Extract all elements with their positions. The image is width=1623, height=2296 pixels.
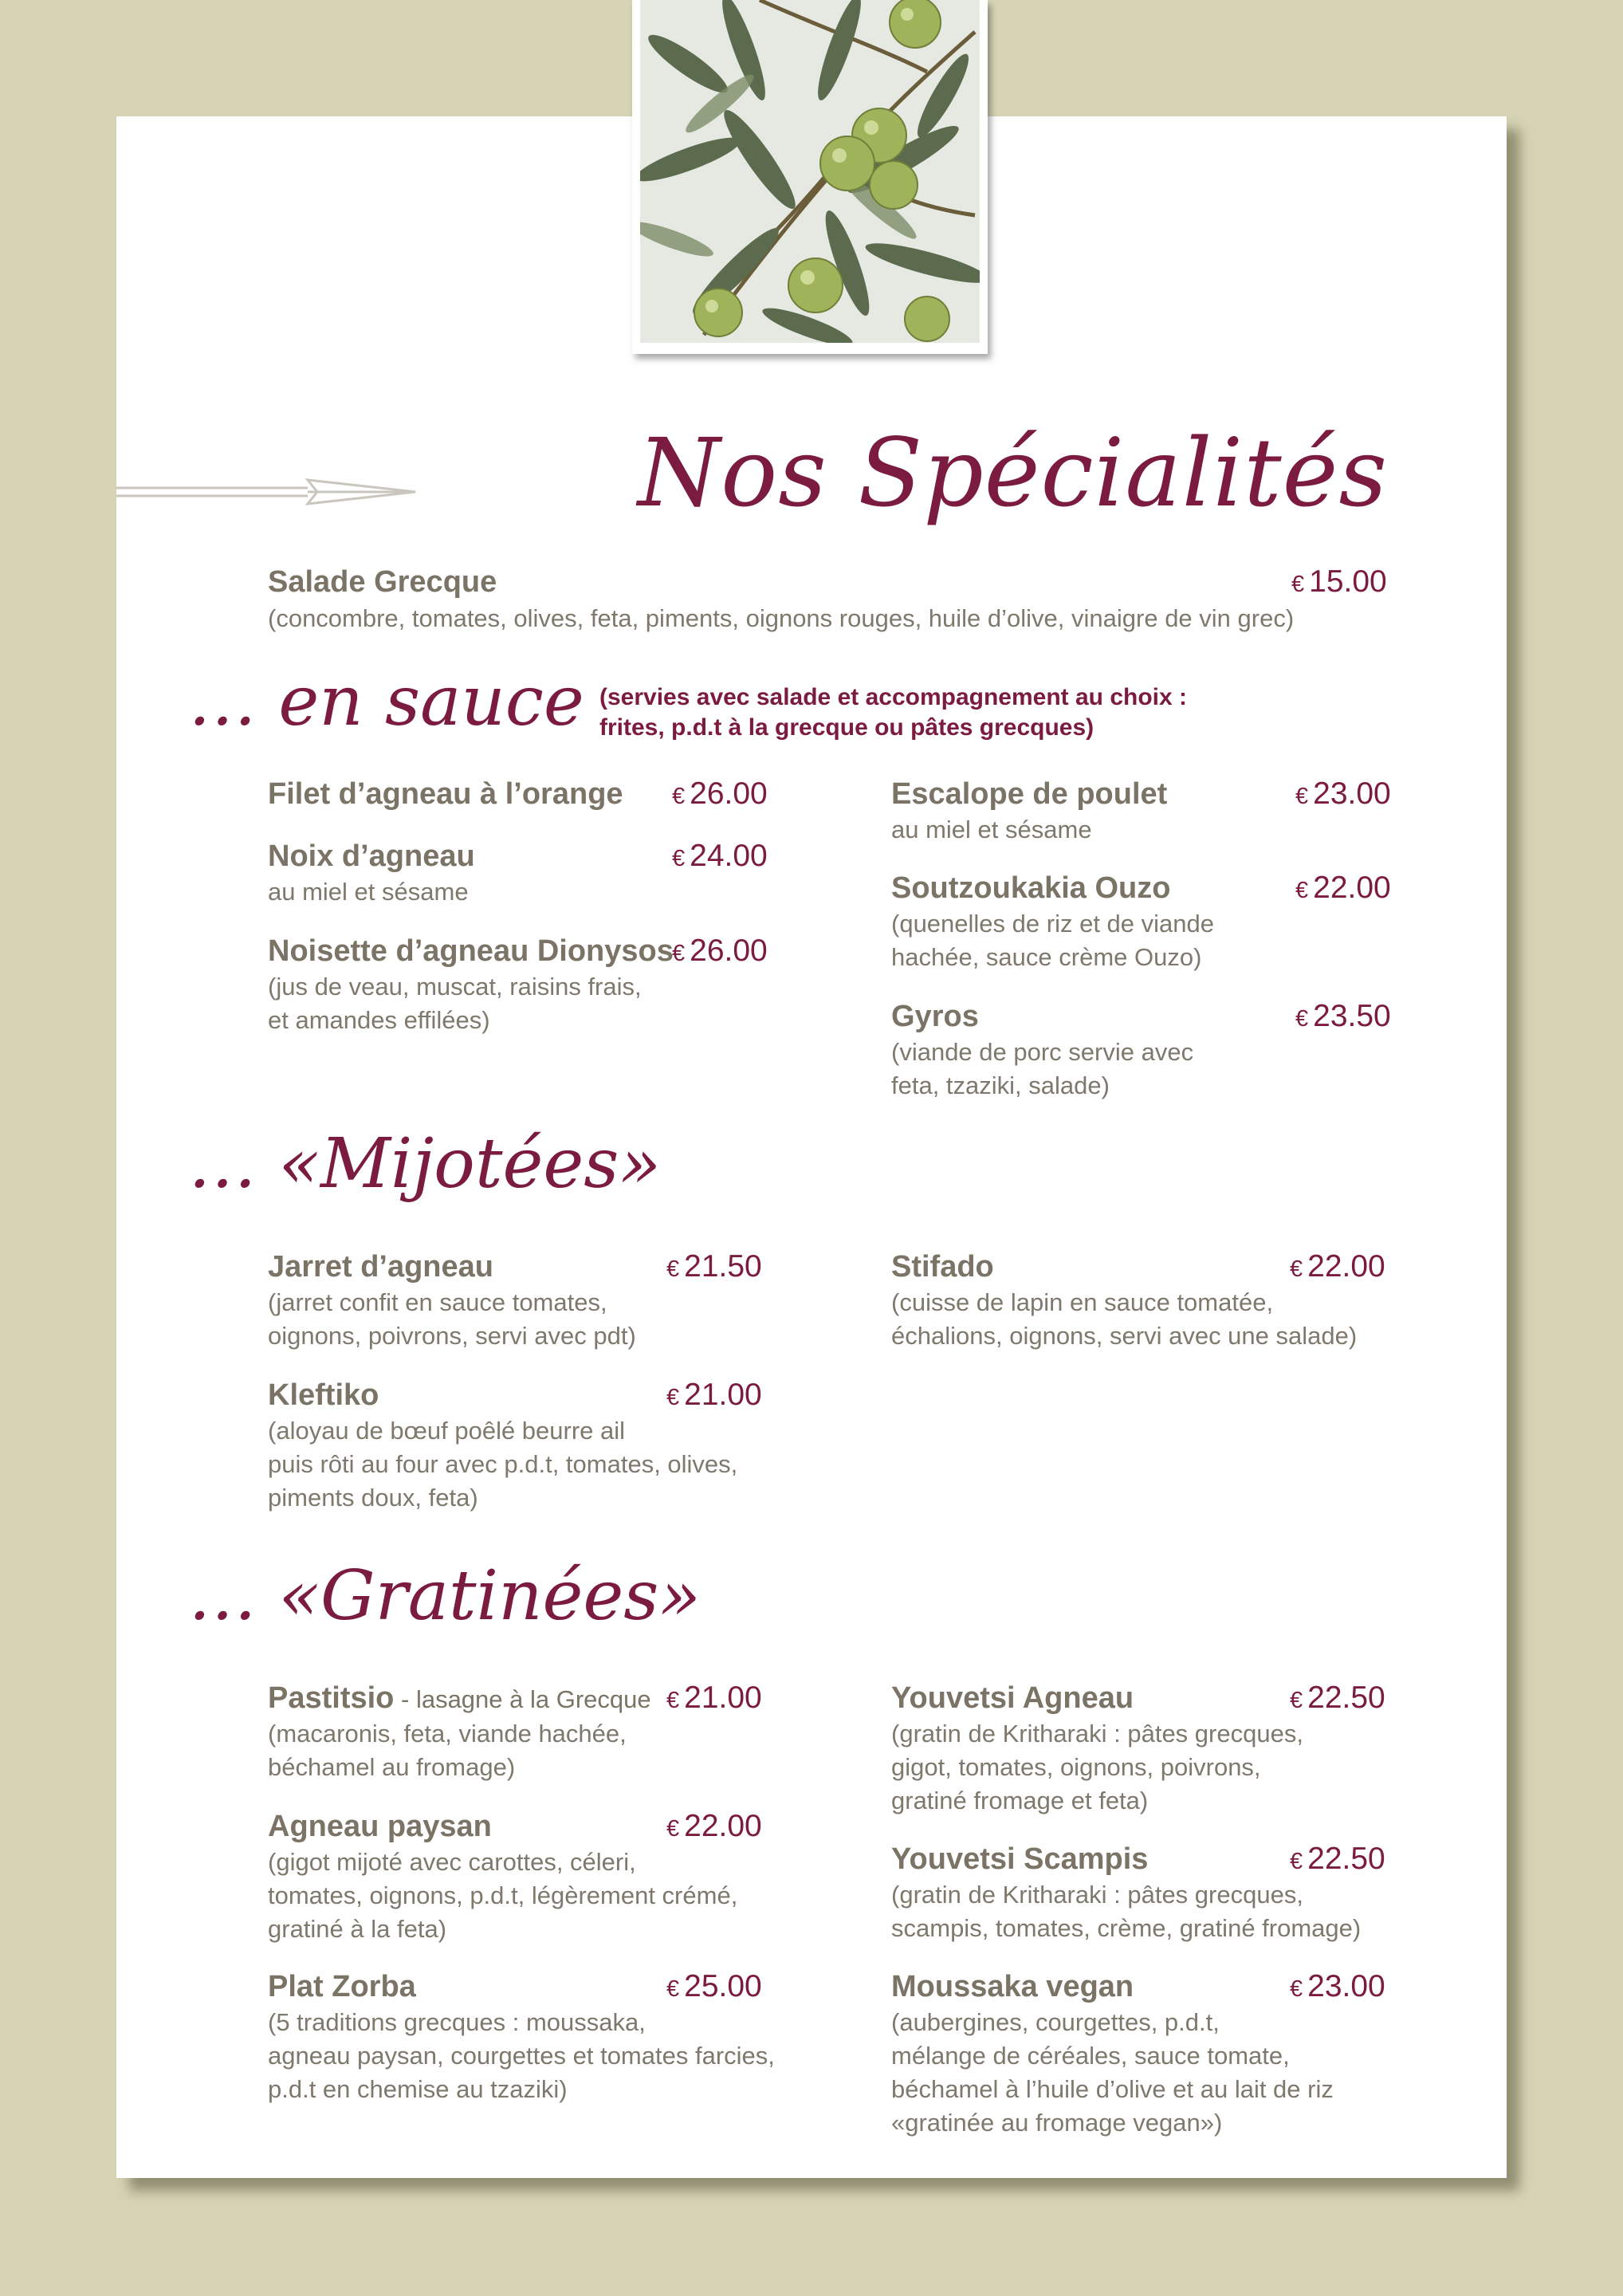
dish-name: Kleftiko [268, 1378, 379, 1412]
dish-name: Stifado [891, 1250, 994, 1284]
dish-description: (jus de veau, muscat, raisins frais, et amandes effilées) [268, 973, 642, 1034]
section-title-sauce: … en sauce [188, 662, 584, 741]
dish-name: Jarret d’agneau [268, 1250, 493, 1284]
dish-name: Noix d’agneau [268, 839, 475, 873]
dish-price: € 26.00 [672, 776, 768, 811]
dish-name: Youvetsi Agneau [891, 1681, 1134, 1715]
dish-price: € 21.00 [666, 1681, 762, 1715]
dish-description: (gratin de Kritharaki : pâtes grecques, gigot, tomates, oignons, poivrons, gratiné fromage et feta) [891, 1720, 1303, 1814]
dish-description: (gratin de Kritharaki : pâtes grecques, scampis, tomates, crème, gratiné fromage) [891, 1881, 1362, 1942]
dish-name: Noisette d’agneau Dionysos [268, 934, 674, 968]
section-title-mijotees: … «Mijotées» [188, 1124, 662, 1204]
dish-price: € 22.00 [1290, 1249, 1385, 1284]
currency-symbol: € [1291, 572, 1305, 597]
section-title-gratinees: … «Gratinées» [188, 1556, 701, 1636]
dish-name: Pastitsio - lasagne à la Grecque [268, 1681, 651, 1715]
dish-price: € 22.50 [1290, 1842, 1385, 1876]
dish-description: (aubergines, courgettes, p.d.t, mélange de céréales, sauce tomate, béchamel à l’huile d’olive et au lait de riz «gratinée au fromage vegan») [891, 2008, 1334, 2137]
dish-price: € 22.00 [666, 1809, 762, 1843]
dish-name: Plat Zorba [268, 1970, 416, 2003]
dish-description: (quenelles de riz et de viande hachée, sauce crème Ouzo) [891, 910, 1214, 971]
dish-subtitle: - lasagne à la Grecque [394, 1685, 651, 1713]
dish-name: Salade Grecque [268, 565, 497, 599]
dish-description: (viande de porc servie avec feta, tzaziki, salade) [891, 1038, 1194, 1099]
dish-name: Youvetsi Scampis [891, 1842, 1149, 1876]
dish-price: € 15.00 [1291, 564, 1387, 599]
dish-name: Moussaka vegan [891, 1970, 1134, 2003]
dish-description: (aloyau de bœuf poêlé beurre ail puis rôti au four avec p.d.t, tomates, olives, piments doux, feta) [268, 1417, 738, 1512]
dish-name: Soutzoukakia Ouzo [891, 871, 1171, 905]
dish-name: Escalope de poulet [891, 777, 1168, 811]
dish-price: € 22.00 [1295, 871, 1391, 905]
dish-price: € 23.00 [1295, 776, 1391, 811]
dish-name: Filet d’agneau à l’orange [268, 777, 623, 811]
section-note-sauce: (servies avec salade et accompagnement au choix : frites, p.d.t à la grecque ou pâtes grecques) [599, 684, 1188, 741]
dish-description: au miel et sésame [268, 878, 469, 906]
dish-price: € 26.00 [672, 934, 768, 968]
dish-name: Gyros [891, 1000, 979, 1033]
dish-price: € 23.50 [1295, 999, 1391, 1033]
dish-description: (jarret confit en sauce tomates, oignons, poivrons, servi avec pdt) [268, 1288, 636, 1350]
dish-price: € 21.00 [666, 1378, 762, 1412]
dish-price: € 22.50 [1290, 1681, 1385, 1715]
page-title: Nos Spécialités [638, 418, 1389, 528]
dish-description: (5 traditions grecques : moussaka, agneau paysan, courgettes et tomates farcies, p.d.t en chemise au tzaziki) [268, 2008, 775, 2103]
olive-branch-icon [640, 0, 980, 343]
dish-price: € 23.00 [1290, 1969, 1385, 2003]
dish-description: (macaronis, feta, viande hachée, béchamel au fromage) [268, 1720, 627, 1781]
dish-price: € 24.00 [672, 839, 768, 873]
dish-price: € 25.00 [666, 1969, 762, 2003]
dish-description: (cuisse de lapin en sauce tomatée, échalions, oignons, servi avec une salade) [891, 1288, 1358, 1350]
arrow-divider-icon [116, 472, 419, 512]
dish-description: (gigot mijoté avec carottes, céleri, tomates, oignons, p.d.t, légèrement crémé, gratiné à la feta) [268, 1848, 738, 1943]
dish-price: € 21.50 [666, 1249, 762, 1284]
dish-description: au miel et sésame [891, 816, 1092, 843]
dish-description: (concombre, tomates, olives, feta, piments, oignons rouges, huile d’olive, vinaigre de vin grec) [268, 604, 1295, 632]
olive-branch-photo [632, 0, 988, 354]
dish-name: Agneau paysan [268, 1810, 492, 1843]
